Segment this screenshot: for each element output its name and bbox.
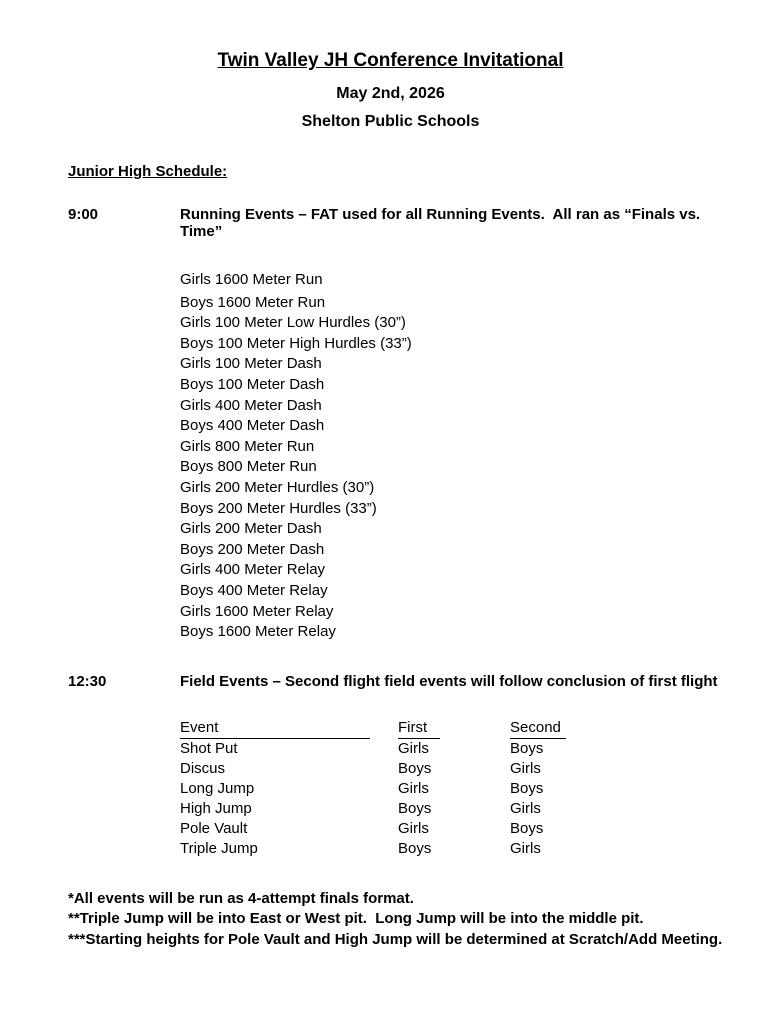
running-session-time: 9:00 bbox=[68, 206, 99, 223]
field-table-row bbox=[180, 759, 741, 779]
field-session-time: 12:30 bbox=[68, 672, 107, 690]
running-event: Girls 1600 Meter Run bbox=[180, 271, 323, 288]
school-name: Shelton Public Schools bbox=[301, 113, 480, 130]
field-table-row bbox=[180, 839, 741, 859]
running-event: Boys 200 Meter Dash bbox=[180, 540, 325, 558]
field-event-first-flight: Boys bbox=[398, 759, 432, 777]
document-title: Twin Valley JH Conference Invitational bbox=[217, 50, 564, 71]
field-session-heading: Field Events – Second flight field events will follow conclusion of first flight bbox=[180, 672, 718, 690]
field-event-first-flight: Girls bbox=[398, 739, 429, 757]
running-event: Boys 400 Meter Relay bbox=[180, 581, 328, 599]
field-events-session bbox=[68, 673, 741, 690]
field-event-second-flight: Boys bbox=[510, 819, 544, 837]
field-event-first-flight: Girls bbox=[398, 779, 429, 797]
field-event-second-flight: Girls bbox=[510, 839, 541, 857]
field-table-row bbox=[180, 799, 741, 819]
field-event-name: High Jump bbox=[180, 799, 252, 817]
field-table-header-event-cell bbox=[180, 718, 398, 739]
running-event: Girls 200 Meter Dash bbox=[180, 520, 322, 538]
field-event-second-flight: Girls bbox=[510, 759, 541, 777]
field-event-name: Shot Put bbox=[180, 739, 238, 757]
running-event: Boys 1600 Meter Relay bbox=[180, 623, 336, 641]
running-event: Girls 200 Meter Hurdles (30”) bbox=[180, 478, 375, 496]
field-table-header-row bbox=[180, 718, 741, 739]
running-event: Girls 100 Meter Dash bbox=[180, 355, 322, 373]
running-events-list bbox=[180, 270, 741, 643]
event-date: May 2nd, 2026 bbox=[336, 85, 445, 102]
field-event-second-flight: Boys bbox=[510, 739, 544, 757]
field-event-second-flight: Boys bbox=[510, 779, 544, 797]
footnote: **Triple Jump will be into East or West pit. Long Jump will be into the middle pit. bbox=[68, 910, 644, 928]
field-event-first-flight: Boys bbox=[398, 839, 432, 857]
running-event: Girls 400 Meter Relay bbox=[180, 561, 326, 579]
footnotes bbox=[68, 889, 741, 951]
footnote: ***Starting heights for Pole Vault and High Jump will be determined at Scratch/Add Meeting. bbox=[68, 930, 723, 948]
running-session-heading: Running Events – FAT used for all Running Events. All ran as “Finals vs. Time” bbox=[180, 206, 705, 240]
running-event: Boys 200 Meter Hurdles (33”) bbox=[180, 499, 377, 517]
running-event: Girls 100 Meter Low Hurdles (30”) bbox=[180, 314, 406, 332]
running-event: Boys 400 Meter Dash bbox=[180, 417, 325, 435]
field-table-row bbox=[180, 819, 741, 839]
field-table-header-second: Second bbox=[510, 718, 566, 739]
running-event: Boys 800 Meter Run bbox=[180, 458, 317, 476]
field-table-header-first: First bbox=[398, 718, 440, 739]
running-event: Boys 1600 Meter Run bbox=[180, 293, 326, 311]
field-event-name: Discus bbox=[180, 759, 226, 777]
field-table-header-event: Event bbox=[180, 718, 370, 739]
field-event-name: Pole Vault bbox=[180, 819, 248, 837]
running-event: Boys 100 Meter High Hurdles (33”) bbox=[180, 334, 412, 352]
running-event: Girls 1600 Meter Relay bbox=[180, 602, 334, 620]
field-event-first-flight: Girls bbox=[398, 819, 429, 837]
field-events-table bbox=[180, 718, 741, 859]
field-table-row bbox=[180, 779, 741, 799]
running-events-session bbox=[68, 206, 741, 240]
field-event-second-flight: Girls bbox=[510, 799, 541, 817]
schedule-heading: Junior High Schedule: bbox=[68, 163, 228, 180]
running-event: Girls 400 Meter Dash bbox=[180, 396, 322, 414]
field-event-name: Triple Jump bbox=[180, 839, 258, 857]
field-event-name: Long Jump bbox=[180, 779, 255, 797]
field-event-first-flight: Boys bbox=[398, 799, 432, 817]
field-table-header-first-cell bbox=[398, 718, 510, 739]
running-event: Girls 800 Meter Run bbox=[180, 437, 315, 455]
running-event: Boys 100 Meter Dash bbox=[180, 375, 325, 393]
field-table-row bbox=[180, 739, 741, 759]
footnote: *All events will be run as 4-attempt finals format. bbox=[68, 889, 414, 907]
field-table-header-second-cell bbox=[510, 718, 610, 739]
